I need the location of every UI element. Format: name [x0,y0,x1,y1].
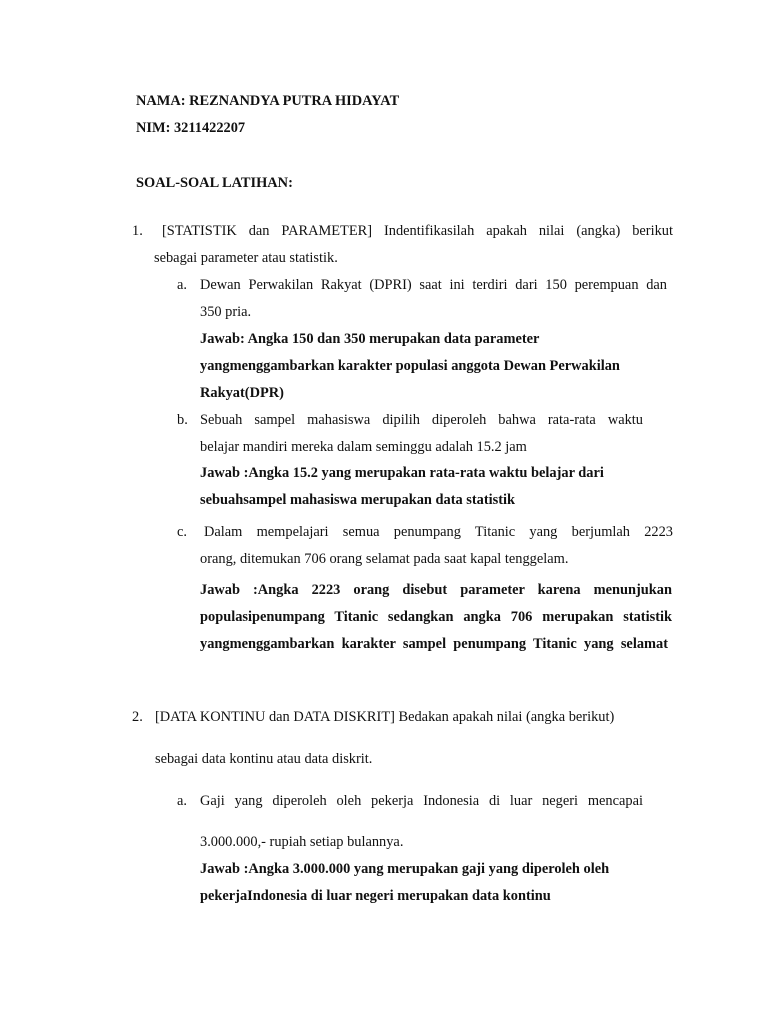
question-1c-label: c. [177,524,187,540]
question-1a-line-2: 350 pria. [200,304,252,320]
answer-1a-line-2: yangmenggambarkan karakter populasi anggota Dewan Perwakilan [200,358,620,374]
question-1b-label: b. [177,412,188,428]
answer-2a-line-2: pekerjaIndonesia di luar negeri merupakan data kontinu [200,888,551,904]
section-title: SOAL-SOAL LATIHAN: [136,175,293,191]
question-1-number: 1. [132,223,143,239]
answer-1c-line-1: Jawab :Angka 2223 orang disebut parameter karena menunjukan [200,582,672,598]
question-1-line-1: [STATISTIK dan PARAMETER] Indentifikasilah apakah nilai (angka) berikut [162,223,673,239]
question-1c-line-2: orang, ditemukan 706 orang selamat pada saat kapal tenggelam. [200,551,569,567]
question-1b-line-2: belajar mandiri mereka dalam seminggu adalah 15.2 jam [200,439,527,455]
question-2a-line-1: Gaji yang diperoleh oleh pekerja Indonesia di luar negeri mencapai [200,793,643,809]
question-1c-line-1: Dalam mempelajari semua penumpang Titanic yang berjumlah 2223 [204,524,673,540]
question-2-line-1: [DATA KONTINU dan DATA DISKRIT] Bedakan apakah nilai (angka berikut) [155,709,615,725]
question-1a-label: a. [177,277,187,293]
question-2a-line-2: 3.000.000,- rupiah setiap bulannya. [200,834,404,850]
answer-1a-line-3: Rakyat(DPR) [200,385,284,401]
question-1b-line-1: Sebuah sampel mahasiswa dipilih diperoleh bahwa rata-rata waktu [200,412,643,428]
answer-1c-line-2: populasipenumpang Titanic sedangkan angka 706 merupakan statistik [200,609,672,625]
question-1-line-2: sebagai parameter atau statistik. [154,250,338,266]
student-name: NAMA: REZNANDYA PUTRA HIDAYAT [136,93,400,109]
answer-2a-line-1: Jawab :Angka 3.000.000 yang merupakan gaji yang diperoleh oleh [200,861,610,877]
answer-1c-line-3: yangmenggambarkan karakter sampel penumpang Titanic yang selamat [200,636,668,652]
question-2-number: 2. [132,709,143,725]
answer-1b-line-1: Jawab :Angka 15.2 yang merupakan rata-rata waktu belajar dari [200,465,604,481]
question-1a-line-1: Dewan Perwakilan Rakyat (DPRI) saat ini terdiri dari 150 perempuan dan [200,277,667,293]
question-2a-label: a. [177,793,187,809]
student-nim: NIM: 3211422207 [136,120,246,136]
answer-1a-line-1: Jawab: Angka 150 dan 350 merupakan data parameter [200,331,540,347]
question-2-line-2: sebagai data kontinu atau data diskrit. [155,751,373,767]
answer-1b-line-2: sebuahsampel mahasiswa merupakan data statistik [200,492,516,508]
